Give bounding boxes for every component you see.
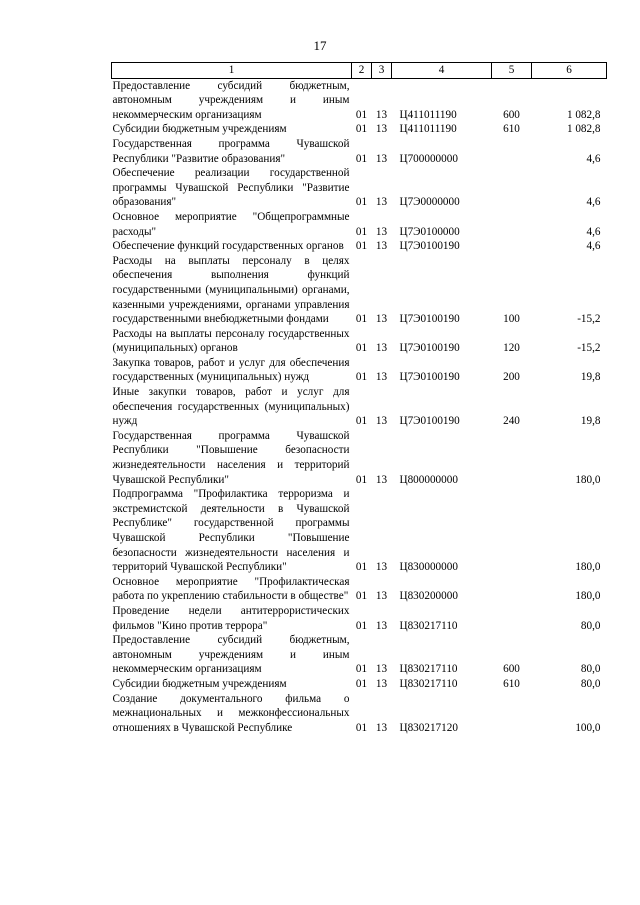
table-row	[112, 604, 607, 633]
row-name: Субсидии бюджетным учреждениям	[112, 677, 287, 690]
row-target-article: Ц700000000	[399, 152, 458, 165]
row-subsection: 13	[375, 619, 388, 632]
table-row	[112, 137, 607, 166]
row-target-article: Ц7Э0100190	[399, 415, 460, 428]
row-name: Субсидии бюджетным учреждениям	[112, 123, 287, 136]
table-row	[112, 677, 607, 692]
row-subsection: 13	[375, 721, 388, 734]
header-col-1: 1	[112, 63, 352, 79]
row-target-article: Ц830217110	[399, 619, 458, 632]
row-subsection: 13	[375, 108, 388, 121]
row-name: Подпрограмма "Профилактика терроризма и экстремистской деятельности в Чувашской Республике" государственной программы Чувашской Республики "Повышение безопасности жизнедеятельности населения и территорий Чувашской Республики"	[112, 488, 350, 574]
row-subsection: 13	[375, 371, 388, 384]
row-section: 01	[355, 225, 368, 238]
row-subsection: 13	[375, 240, 388, 253]
row-section: 01	[355, 415, 368, 428]
row-name: Государственная программа Чувашской Республики "Повышение безопасности жизнедеятельности населения и территорий Чувашской Республики"	[112, 429, 350, 486]
row-target-article: Ц7Э0100190	[399, 240, 460, 253]
table-row	[112, 575, 607, 604]
header-row	[112, 63, 607, 79]
row-amount: 80,0	[580, 663, 601, 676]
row-amount: 180,0	[575, 561, 601, 574]
row-subsection: 13	[375, 677, 388, 690]
row-section: 01	[355, 108, 368, 121]
row-target-article: Ц830217120	[399, 721, 458, 734]
row-subsection: 13	[375, 590, 388, 603]
row-expense-type: 240	[503, 415, 520, 428]
row-name: Основное мероприятие "Общепрограммные расходы"	[112, 210, 350, 238]
row-target-article: Ц411011190	[399, 123, 457, 136]
table-row	[112, 633, 607, 677]
row-name: Обеспечение реализации государственной программы Чувашской Республики "Развитие образования"	[112, 167, 350, 209]
row-amount: 100,0	[575, 721, 601, 734]
row-expense-type	[492, 575, 532, 604]
row-subsection: 13	[375, 473, 388, 486]
table-body	[112, 78, 607, 735]
table-row	[112, 429, 607, 487]
row-section: 01	[355, 677, 368, 690]
row-expense-type	[492, 429, 532, 487]
row-name: Проведение недели антитеррористических фильмов "Кино против террора"	[112, 604, 350, 632]
row-target-article: Ц7Э0100000	[399, 225, 460, 238]
row-amount: -15,2	[577, 313, 601, 326]
row-amount: 4,6	[586, 240, 601, 253]
row-section: 01	[355, 152, 368, 165]
table-row	[112, 385, 607, 429]
row-amount: 1 082,8	[566, 108, 601, 121]
row-expense-type: 100	[503, 313, 520, 326]
table-row	[112, 239, 607, 254]
row-expense-type: 600	[503, 108, 520, 121]
row-target-article: Ц7Э0100190	[399, 313, 460, 326]
row-expense-type: 610	[503, 677, 520, 690]
header-col-3: 3	[372, 63, 392, 79]
row-section: 01	[355, 619, 368, 632]
row-amount: 1 082,8	[566, 123, 601, 136]
row-section: 01	[355, 473, 368, 486]
row-name: Закупка товаров, работ и услуг для обеспечения государственных (муниципальных) нужд	[112, 356, 350, 384]
row-name: Предоставление субсидий бюджетным, автономным учреждениям и иным некоммерческим организациям	[112, 79, 350, 121]
row-name: Государственная программа Чувашской Республики "Развитие образования"	[112, 137, 350, 165]
table-row	[112, 487, 607, 575]
budget-table	[111, 62, 607, 735]
row-name: Создание документального фильма о межнациональных и межконфессиональных отношениях в Чувашской Республике	[112, 692, 350, 734]
table-row	[112, 327, 607, 356]
row-name: Предоставление субсидий бюджетным, автономным учреждениям и иным некоммерческим организациям	[112, 634, 350, 676]
row-target-article: Ц830217110	[399, 663, 458, 676]
row-expense-type	[492, 166, 532, 210]
row-expense-type	[492, 210, 532, 239]
row-expense-type: 120	[503, 342, 520, 355]
table-row	[112, 210, 607, 239]
row-section: 01	[355, 590, 368, 603]
row-expense-type: 600	[503, 663, 520, 676]
row-target-article: Ц7Э0100190	[399, 342, 460, 355]
row-amount: 4,6	[586, 152, 601, 165]
row-subsection: 13	[375, 342, 388, 355]
table-row	[112, 166, 607, 210]
row-amount: 4,6	[586, 225, 601, 238]
row-section: 01	[355, 663, 368, 676]
row-expense-type	[492, 137, 532, 166]
table-row	[112, 122, 607, 137]
table-row	[112, 356, 607, 385]
row-name: Иные закупки товаров, работ и услуг для обеспечения государственных (муниципальных) нужд	[112, 386, 350, 428]
row-target-article: Ц830200000	[399, 590, 458, 603]
row-subsection: 13	[375, 123, 388, 136]
header-col-2: 2	[352, 63, 372, 79]
table-row	[112, 78, 607, 122]
row-target-article: Ц830217110	[399, 677, 458, 690]
row-amount: 19,8	[580, 415, 601, 428]
row-section: 01	[355, 196, 368, 209]
row-target-article: Ц7Э0000000	[399, 196, 460, 209]
header-col-6: 6	[532, 63, 607, 79]
header-col-4: 4	[392, 63, 492, 79]
table-row	[112, 254, 607, 327]
row-target-article: Ц411011190	[399, 108, 457, 121]
row-amount: 180,0	[575, 590, 601, 603]
row-section: 01	[355, 561, 368, 574]
row-subsection: 13	[375, 663, 388, 676]
row-amount: 80,0	[580, 677, 601, 690]
row-expense-type: 200	[503, 371, 520, 384]
row-target-article: Ц830000000	[399, 561, 458, 574]
row-amount: 4,6	[586, 196, 601, 209]
row-subsection: 13	[375, 415, 388, 428]
row-subsection: 13	[375, 561, 388, 574]
row-expense-type	[492, 692, 532, 736]
row-name: Основное мероприятие "Профилактическая работа по укреплению стабильности в обществе"	[112, 575, 350, 603]
row-section: 01	[355, 371, 368, 384]
row-amount: -15,2	[577, 342, 601, 355]
row-expense-type	[492, 487, 532, 575]
row-section: 01	[355, 342, 368, 355]
row-name: Расходы на выплаты персоналу государственных (муниципальных) органов	[112, 327, 350, 355]
row-name: Расходы на выплаты персоналу в целях обеспечения выполнения функций государственными (муниципальными) органами, казенными учреждениями, органами управления государственными внебюджетными фондами	[112, 254, 350, 326]
row-subsection: 13	[375, 313, 388, 326]
row-section: 01	[355, 313, 368, 326]
row-section: 01	[355, 123, 368, 136]
row-subsection: 13	[375, 196, 388, 209]
row-section: 01	[355, 240, 368, 253]
row-expense-type: 610	[503, 123, 520, 136]
row-subsection: 13	[375, 225, 388, 238]
row-name: Обеспечение функций государственных органов	[112, 240, 344, 253]
row-expense-type	[492, 239, 532, 254]
table-row	[112, 692, 607, 736]
row-target-article: Ц800000000	[399, 473, 458, 486]
page-number: 17	[313, 38, 327, 53]
row-amount: 180,0	[575, 473, 601, 486]
row-amount: 19,8	[580, 371, 601, 384]
row-subsection: 13	[375, 152, 388, 165]
row-section: 01	[355, 721, 368, 734]
row-expense-type	[492, 604, 532, 633]
row-target-article: Ц7Э0100190	[399, 371, 460, 384]
row-amount: 80,0	[580, 619, 601, 632]
header-col-5: 5	[492, 63, 532, 79]
